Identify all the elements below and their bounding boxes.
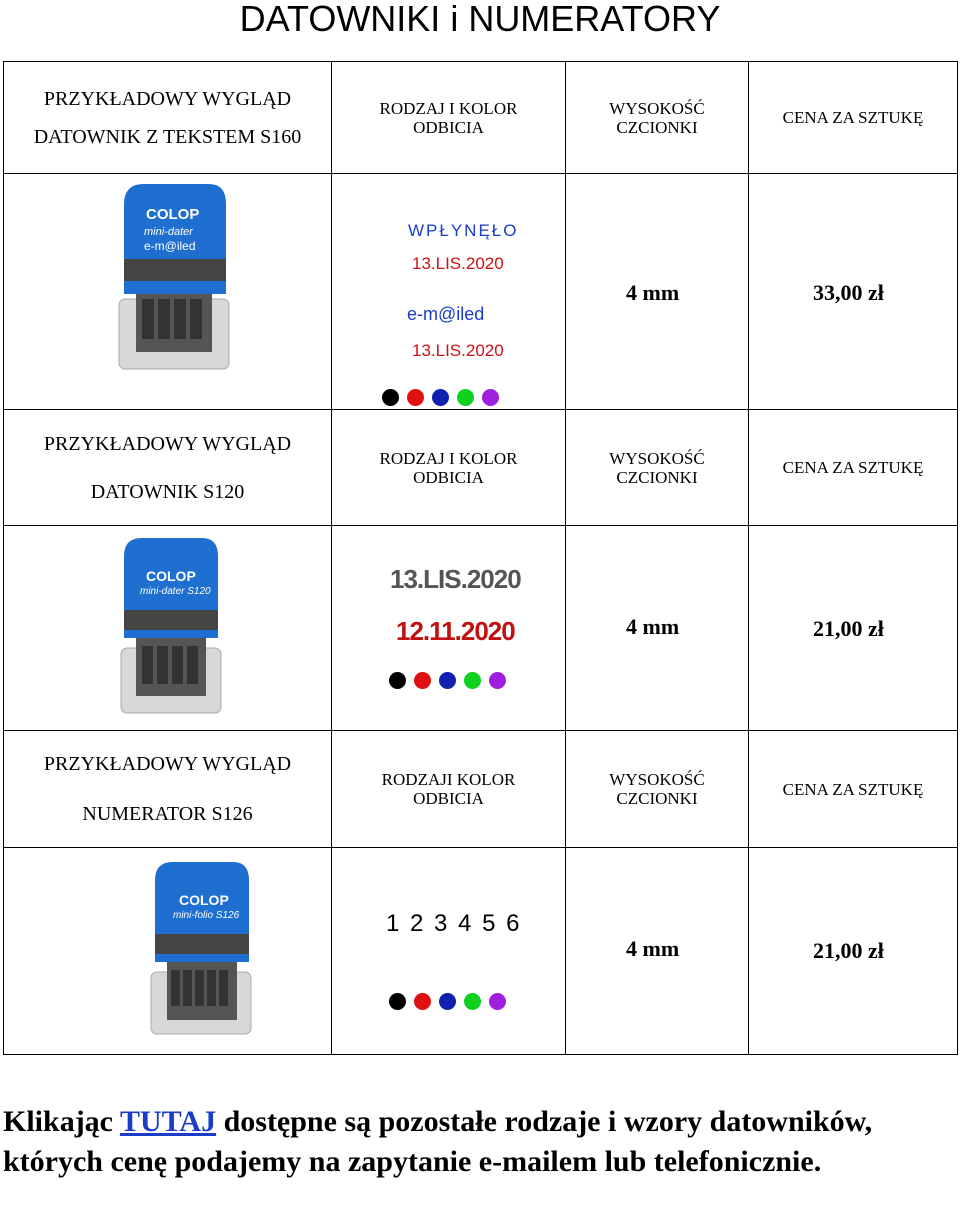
model-label: mini-dater	[144, 226, 193, 238]
ink-violet	[489, 672, 506, 689]
price-cell	[748, 525, 958, 731]
ink-colors	[382, 389, 499, 406]
ink-black	[382, 389, 399, 406]
price-value: 21,00 zł	[813, 938, 884, 963]
imprint-date-2: 12.11.2020	[396, 616, 515, 646]
ink-colors	[389, 993, 506, 1010]
model-label: mini-folio S126	[173, 910, 240, 921]
font-height-cell	[565, 173, 749, 410]
header-type: RODZAJ I KOLOR ODBICIA	[331, 409, 566, 526]
header-font-height: WYSOKOŚĆ CZCIONKI	[565, 61, 749, 174]
ink-blue	[439, 993, 456, 1010]
ink-violet	[489, 993, 506, 1010]
header-type: RODZAJI KOLOR ODBICIA	[331, 730, 566, 848]
stamp-s160-image	[114, 184, 234, 384]
ink-red	[407, 389, 424, 406]
font-height-value: 4 mm	[626, 280, 680, 305]
ink-black	[389, 993, 406, 1010]
sample-label: PRZYKŁADOWY WYGLĄD	[43, 87, 292, 110]
sample-label: PRZYKŁADOWY WYGLĄD	[43, 432, 292, 455]
ink-red	[414, 672, 431, 689]
brand-logo: COLOP	[146, 206, 200, 223]
ink-blue	[439, 672, 456, 689]
imprint-cell	[331, 525, 566, 731]
footer-text-before: Klikając	[3, 1105, 120, 1138]
font-height-cell	[565, 525, 749, 731]
imprint-numbers: 1 2 3 4 5 6	[386, 910, 522, 937]
product-name: NUMERATOR S126	[82, 803, 253, 825]
ink-violet	[482, 389, 499, 406]
product-name: DATOWNIK S120	[90, 480, 245, 503]
header-sample	[3, 409, 332, 526]
product-name: DATOWNIK Z TEKSTEM S160	[33, 125, 302, 148]
footer-text-after: dostępne są pozostałe rodzaje i wzory datowników, których cenę podajemy na zapytanie e-mailem lub telefonicznie.	[3, 1105, 873, 1178]
ink-black	[389, 672, 406, 689]
header-price: CENA ZA SZTUKĘ	[748, 409, 958, 526]
price-value: 21,00 zł	[813, 616, 884, 641]
imprint-cell	[331, 847, 566, 1055]
imprint-date: 13.LIS.2020	[390, 564, 521, 594]
tutaj-link[interactable]: TUTAJ	[119, 1105, 217, 1138]
header-font-height: WYSOKOŚĆ CZCIONKI	[565, 730, 749, 848]
header-price: CENA ZA SZTUKĘ	[748, 730, 958, 848]
ink-red	[414, 993, 431, 1010]
stamp-image-cell	[3, 173, 332, 410]
price-value: 33,00 zł	[813, 280, 884, 305]
model-label: mini-dater S120	[140, 586, 211, 597]
brand-logo: COLOP	[179, 892, 229, 908]
ink-colors	[389, 672, 506, 689]
sample-label: PRZYKŁADOWY WYGLĄD	[43, 753, 292, 775]
ink-green	[464, 672, 481, 689]
stamp-s126-image	[149, 862, 254, 1047]
imprint-date: 13.LIS.2020	[412, 254, 504, 273]
stamp-image-cell	[3, 525, 332, 731]
ink-green	[457, 389, 474, 406]
font-height-value: 4 mm	[626, 936, 680, 961]
model-label-2: e-m@iled	[144, 239, 196, 253]
footer-note	[3, 1102, 953, 1182]
header-sample	[3, 730, 332, 848]
price-cell	[748, 173, 958, 410]
stamp-s120-image	[116, 538, 226, 723]
brand-logo: COLOP	[146, 568, 196, 584]
page-title: DATOWNIKI i NUMERATORY	[239, 0, 721, 39]
price-cell	[748, 847, 958, 1055]
font-height-value: 4 mm	[626, 614, 680, 639]
header-font-height: WYSOKOŚĆ CZCIONKI	[565, 409, 749, 526]
header-price: CENA ZA SZTUKĘ	[748, 61, 958, 174]
ink-green	[464, 993, 481, 1010]
imprint-email: e-m@iled	[407, 304, 485, 324]
imprint-text: WPŁYNĘŁO	[408, 221, 519, 240]
stamp-image-cell	[3, 847, 332, 1055]
imprint-cell	[331, 173, 566, 410]
header-type: RODZAJ I KOLOR ODBICIA	[331, 61, 566, 174]
imprint-date-2: 13.LIS.2020	[412, 341, 504, 360]
header-sample	[3, 61, 332, 174]
ink-blue	[432, 389, 449, 406]
font-height-cell	[565, 847, 749, 1055]
